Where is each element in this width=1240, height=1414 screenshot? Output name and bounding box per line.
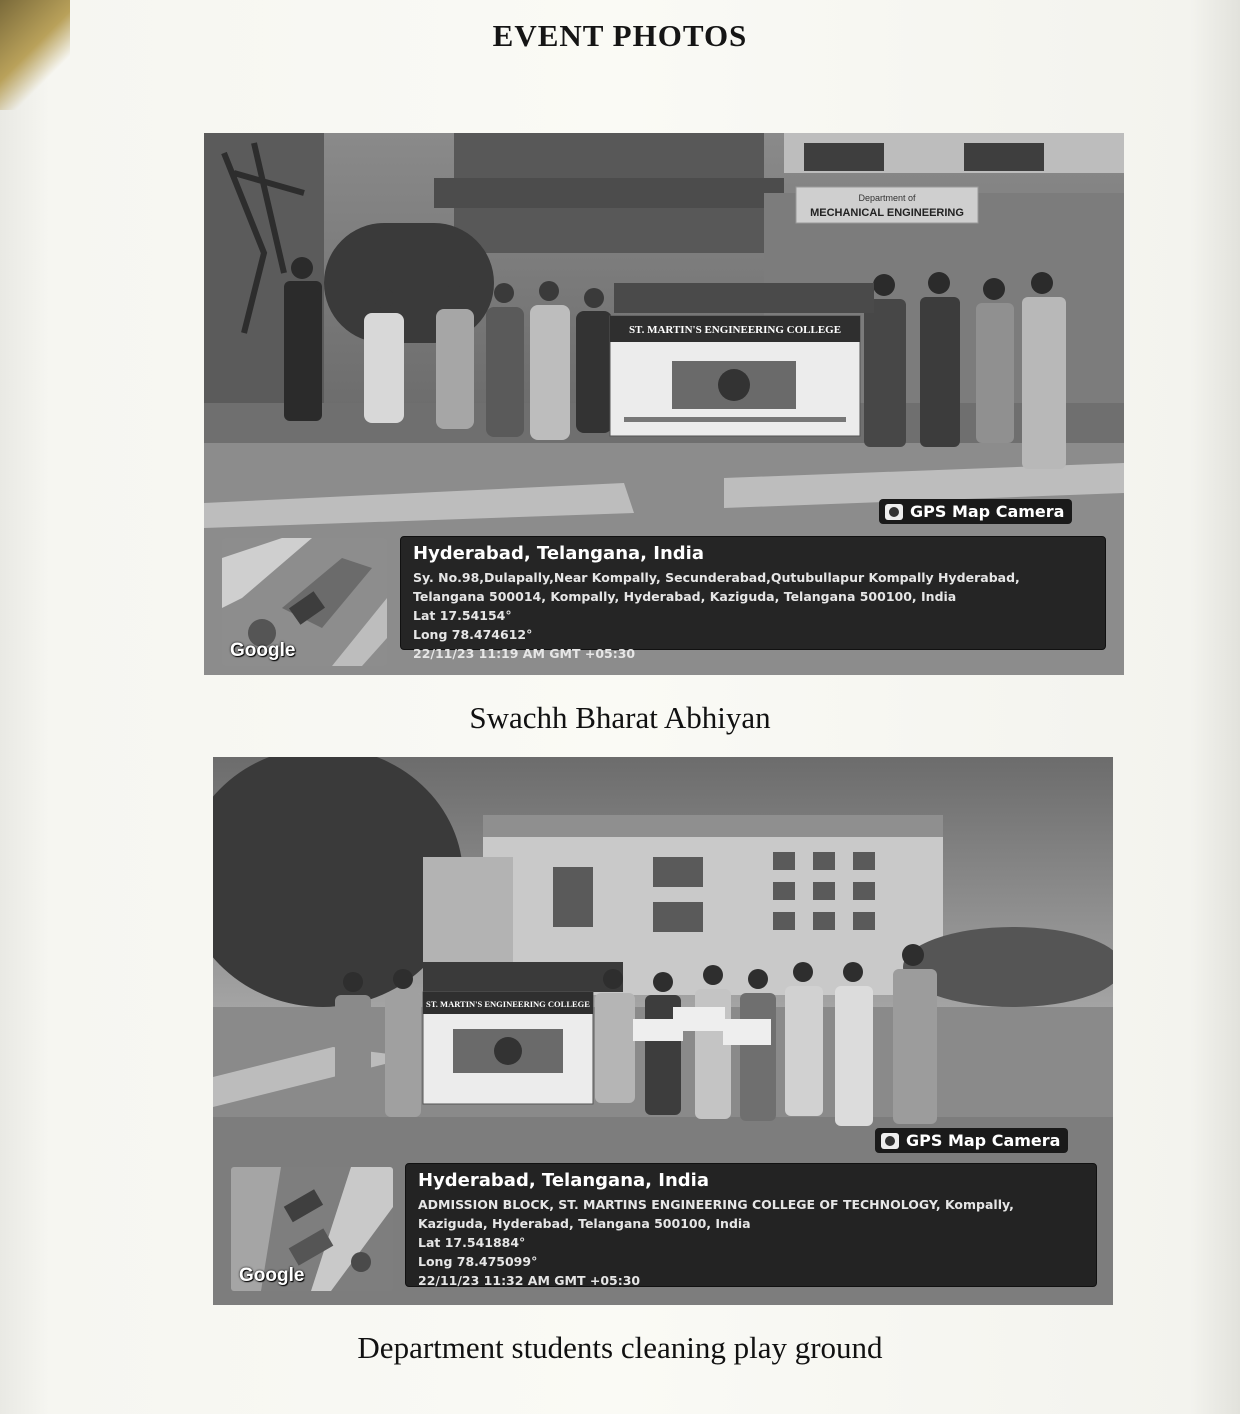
page-corner-shadow [0, 0, 70, 110]
gps-map-camera-badge [879, 499, 1072, 524]
location-city: Hyderabad, Telangana, India [418, 1170, 709, 1191]
page-title: EVENT PHOTOS [492, 18, 748, 53]
google-watermark: Google [239, 1265, 305, 1286]
gps-info-overlay [400, 536, 1106, 661]
longitude: Long 78.475099° [418, 1254, 538, 1269]
camera-icon [885, 504, 903, 520]
photo-1-caption: Swachh Bharat Abhiyan [469, 700, 771, 735]
badge-label: GPS Map Camera [910, 502, 1065, 521]
latitude: Lat 17.54154° [413, 608, 512, 623]
timestamp: 22/11/23 11:19 AM GMT +05:30 [413, 646, 636, 661]
event-photo-2 [213, 757, 1113, 1305]
camera-icon [881, 1133, 899, 1149]
badge-label: GPS Map Camera [906, 1131, 1061, 1150]
location-city: Hyderabad, Telangana, India [413, 543, 704, 564]
svg-text:ST. MARTIN'S ENGINEERING COLLE: ST. MARTIN'S ENGINEERING COLLEGE [426, 999, 590, 1009]
timestamp: 22/11/23 11:32 AM GMT +05:30 [418, 1273, 641, 1288]
address-line-2: Kaziguda, Hyderabad, Telangana 500100, India [418, 1216, 751, 1231]
gps-map-camera-badge [875, 1128, 1068, 1153]
map-thumbnail [222, 538, 387, 666]
svg-text:MECHANICAL ENGINEERING: MECHANICAL ENGINEERING [810, 207, 964, 219]
photo-2-caption: Department students cleaning play ground [357, 1330, 883, 1365]
latitude: Lat 17.541884° [418, 1235, 526, 1250]
gps-info-overlay [405, 1163, 1097, 1287]
map-thumbnail [231, 1167, 393, 1291]
address-line-2: Telangana 500014, Kompally, Hyderabad, Kaziguda, Telangana 500100, India [413, 589, 957, 604]
address-line-1: Sy. No.98,Dulapally,Near Kompally, Secunderabad,Qutubullapur Kompally Hyderabad, [413, 570, 1020, 585]
address-line-1: ADMISSION BLOCK, ST. MARTINS ENGINEERING COLLEGE OF TECHNOLOGY, Kompally, [418, 1197, 1014, 1212]
event-photo-1 [204, 133, 1124, 675]
longitude: Long 78.474612° [413, 627, 533, 642]
google-watermark: Google [230, 640, 296, 661]
svg-text:Department of: Department of [858, 193, 916, 203]
svg-text:ST. MARTIN'S ENGINEERING COLLE: ST. MARTIN'S ENGINEERING COLLEGE [628, 324, 842, 336]
